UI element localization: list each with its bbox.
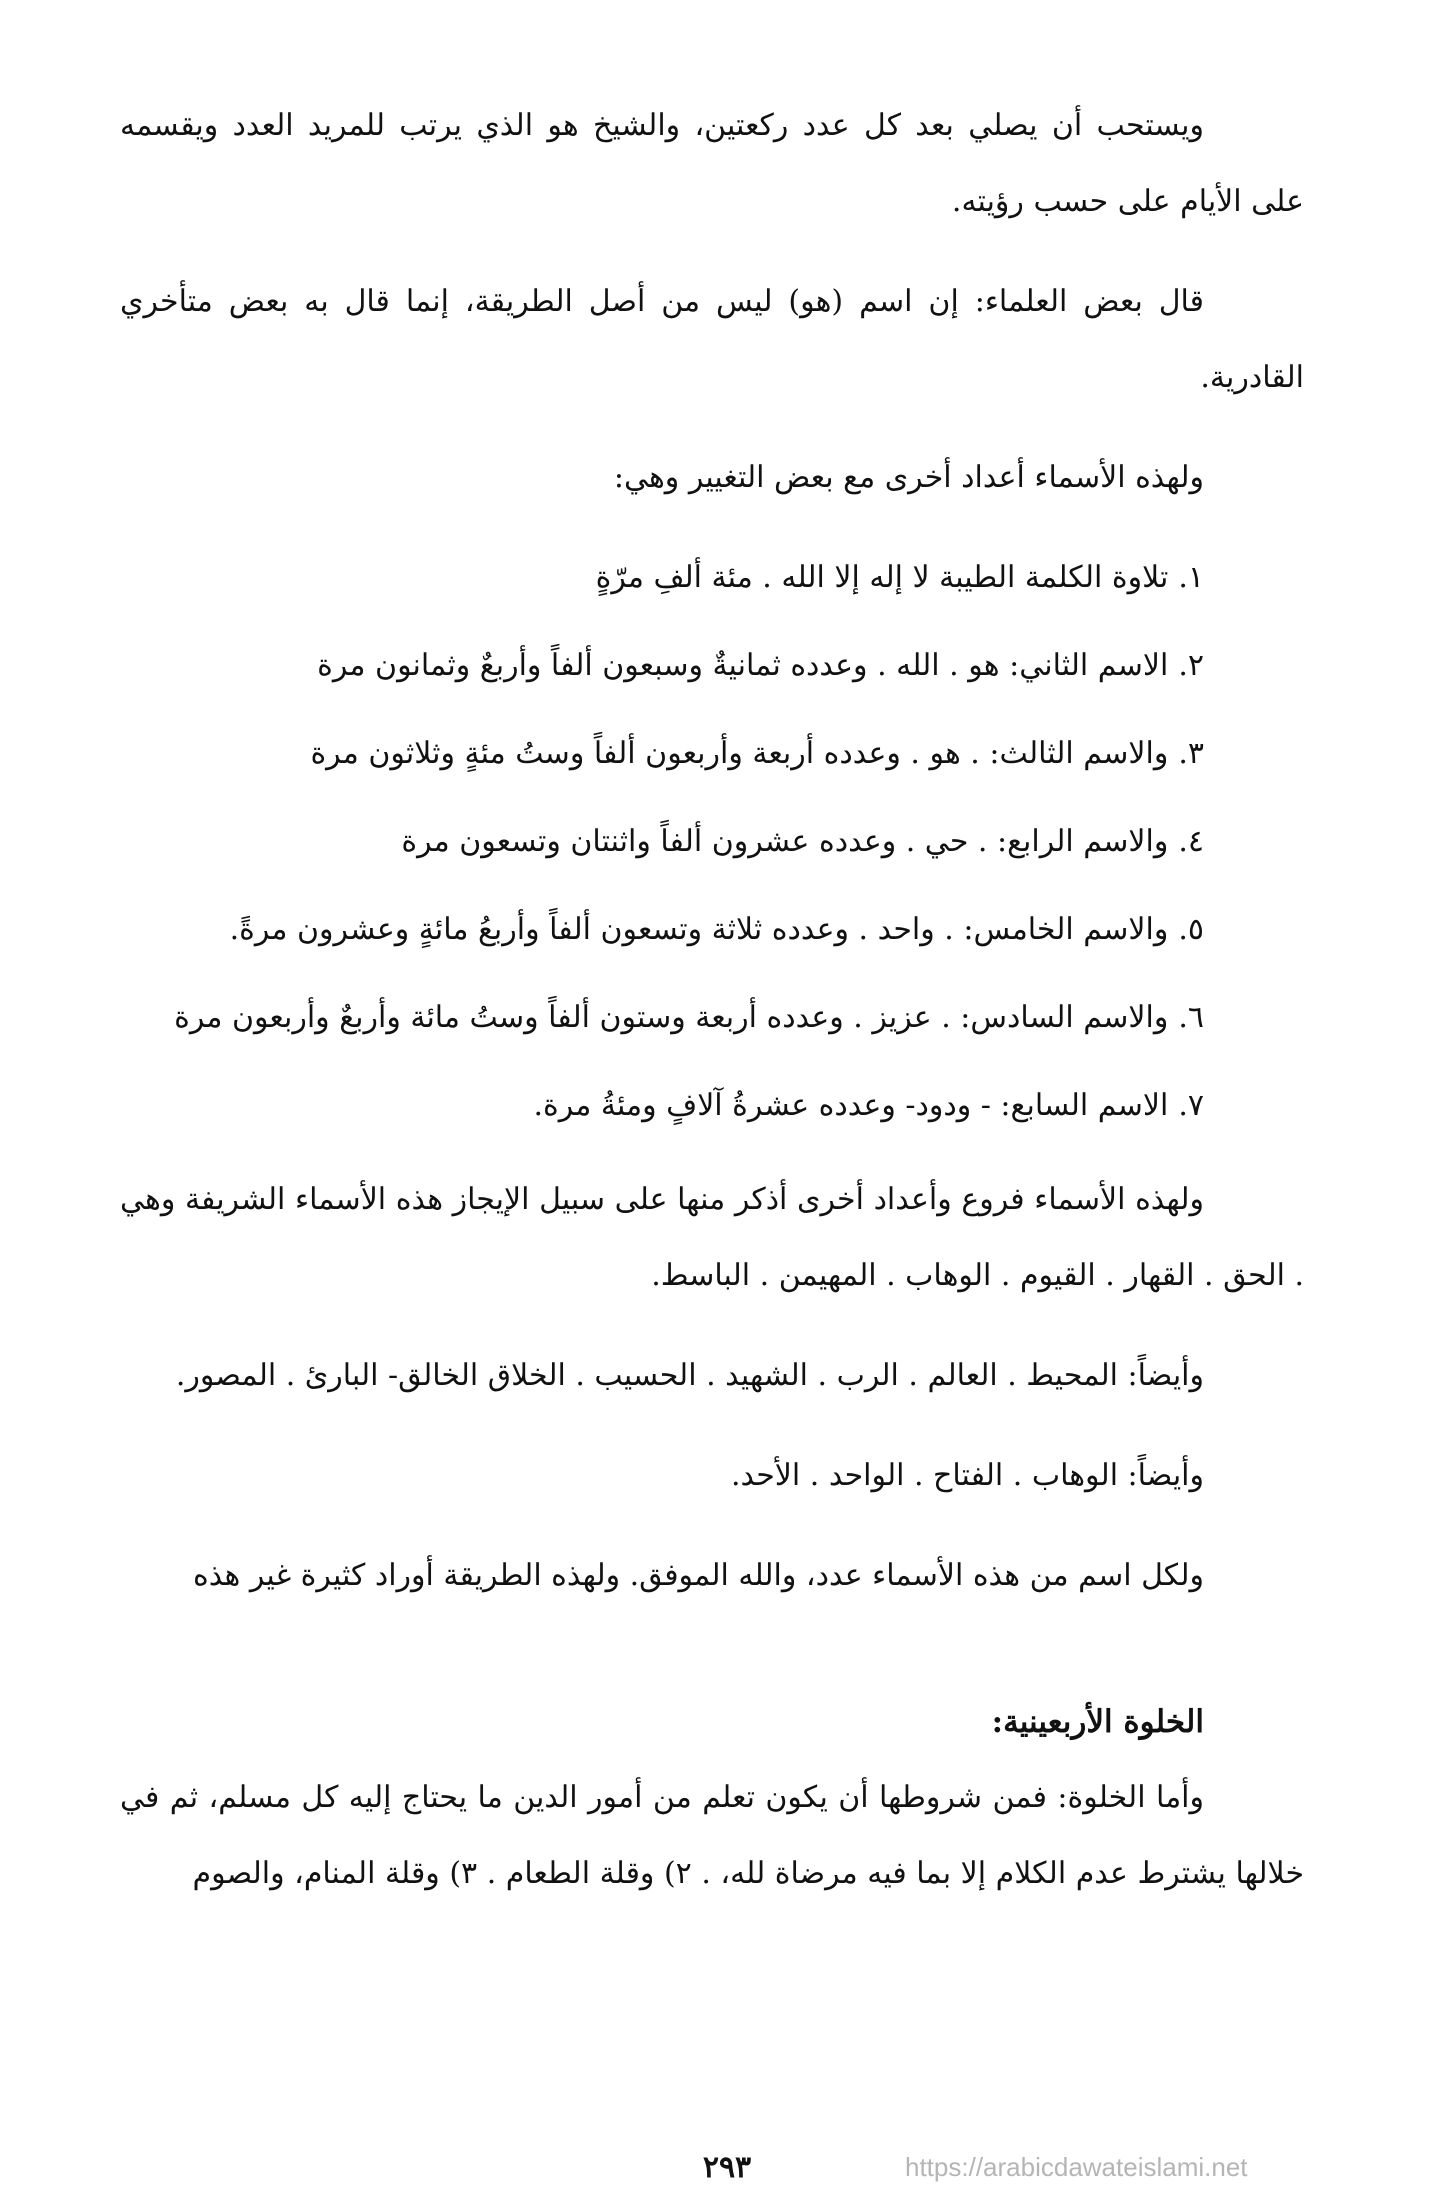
paragraph-khalwa: وأما الخلوة: فمن شروطها أن يكون تعلم من أمور الدين ما يحتاج إليه كل مسلم، ثم في خلالها يشترط عدم الكلام إلا بما فيه مرضاة لله، . ٢) وقلة الطعام . ٣) وقلة المنام، والصوم [120, 1780, 1304, 1891]
list-item-number: ٢. [1178, 648, 1204, 683]
list-item-text: والاسم الثالث: . هو . وعدده أربعة وأربعون ألفاً وستُ مئةٍ وثلاثون مرة [310, 736, 1169, 771]
list-item [120, 980, 1304, 1056]
list-item-text: والاسم السادس: . عزيز . وعدده أربعة وستون ألفاً وستُ مائة وأربعٌ وأربعون مرة [174, 1000, 1169, 1035]
list-item [120, 804, 1304, 880]
list-item [120, 716, 1304, 792]
list-item-number: ٤. [1178, 824, 1204, 859]
list-item-number: ٧. [1178, 1088, 1204, 1123]
list-item-text: والاسم الخامس: . واحد . وعدده ثلاثة وتسعون ألفاً وأربعُ مائةٍ وعشرون مرةً. [229, 912, 1169, 947]
paragraph-each-name-count: ولكل اسم من هذه الأسماء عدد، والله الموفق. ولهذه الطريقة أوراد كثيرة غير هذه [193, 1558, 1204, 1593]
list-item [120, 628, 1304, 704]
list-item-number: ٦. [1178, 1000, 1204, 1035]
list-item-text: الاسم السابع: - ودود- وعدده عشرةُ آلافٍ ومئةُ مرة. [533, 1088, 1169, 1123]
list-item-text: الاسم الثاني: هو . الله . وعدده ثمانيةٌ وسبعون ألفاً وأربعٌ وثمانون مرة [317, 648, 1169, 683]
list-item-number: ٣. [1178, 736, 1204, 771]
list-item-text: تلاوة الكلمة الطيبة لا إله إلا الله . مئة ألفِ مرّةٍ [595, 560, 1169, 595]
list-item-number: ٥. [1178, 912, 1204, 947]
paragraph-also-first: وأيضاً: المحيط . العالم . الرب . الشهيد . الحسيب . الخلاق الخالق- البارئ . المصور. [175, 1358, 1204, 1393]
list-item [120, 540, 1304, 616]
paragraph-prayer-after-count: ويستحب أن يصلي بعد كل عدد ركعتين، والشيخ هو الذي يرتب للمريد العدد ويقسمه على الأيام على حسب رؤيته. [120, 108, 1304, 219]
source-url-watermark: https://arabicdawateislami.net [905, 2152, 1248, 2182]
paragraph-also-second: وأيضاً: الوهاب . الفتاح . الواحد . الأحد. [730, 1458, 1204, 1493]
page-body [120, 88, 1304, 1936]
list-item-text: والاسم الرابع: . حي . وعدده عشرون ألفاً واثنتان وتسعون مرة [401, 824, 1169, 859]
section-heading: الخلوة الأربعينية: [991, 1704, 1204, 1740]
names-count-list [120, 540, 1304, 1144]
page-number: ٢٩٣ [702, 2150, 752, 2185]
list-item-number: ١. [1178, 560, 1204, 595]
paragraph-list-intro: ولهذه الأسماء أعداد أخرى مع بعض التغيير وهي: [613, 460, 1204, 495]
list-item [120, 1068, 1304, 1144]
list-item [120, 892, 1304, 968]
paragraph-branches: ولهذه الأسماء فروع وأعداد أخرى أذكر منها على سبيل الإيجاز هذه الأسماء الشريفة وهي . الحق . القهار . القيوم . الوهاب . المهيمن . الباسط. [120, 1182, 1304, 1293]
paragraph-scholars-opinion: قال بعض العلماء: إن اسم (هو) ليس من أصل الطريقة، إنما قال به بعض متأخري القادرية. [120, 284, 1304, 395]
